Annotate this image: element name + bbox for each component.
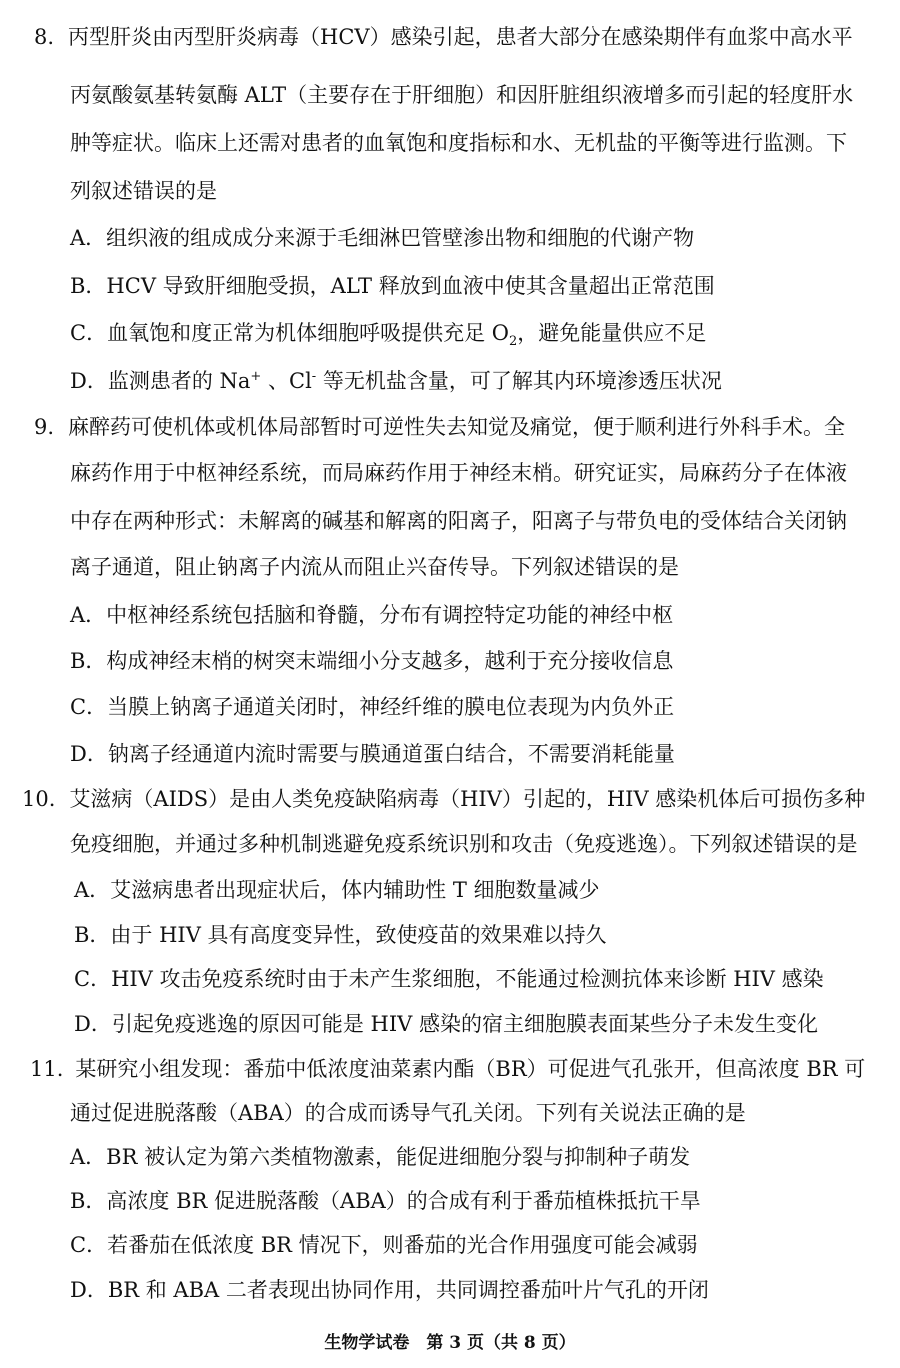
question-8-stem-3: 肿等症状。临床上还需对患者的血氧饱和度指标和水、无机盐的平衡等进行监测。下	[70, 131, 847, 155]
question-10-stem-1: 艾滋病（AIDS）是由人类免疫缺陷病毒（HIV）引起的，HIV 感染机体后可损伤多种	[69, 787, 866, 811]
question-9-stem-4: 离子通道，阻止钠离子内流从而阻止兴奋传导。下列叙述错误的是	[70, 555, 679, 579]
question-9-option-b: B．构成神经末梢的树突末端细小分支越多，越利于充分接收信息	[70, 649, 674, 673]
question-10-option-d: D．引起免疫逃逸的原因可能是 HIV 感染的宿主细胞膜表面某些分子未发生变化	[74, 1012, 818, 1036]
question-11-option-b: B．高浓度 BR 促进脱落酸（ABA）的合成有利于番茄植株抵抗干旱	[70, 1189, 701, 1213]
question-8-option-d	[70, 366, 722, 396]
question-11-option-d: D．BR 和 ABA 二者表现出协同作用，共同调控番茄叶片气孔的开闭	[70, 1278, 709, 1302]
question-8-option-d-mid: 、Cl	[261, 369, 312, 393]
question-11-option-a: A．BR 被认定为第六类植物激素，能促进细胞分裂与抑制种子萌发	[70, 1145, 691, 1169]
page-footer: 生物学试卷 第 3 页（共 8 页）	[324, 1333, 576, 1353]
question-9-stem-1: 麻醉药可使机体或机体局部暂时可逆性失去知觉及痛觉，便于顺利进行外科手术。全	[68, 415, 846, 439]
question-8-number: 8.	[34, 25, 55, 49]
question-8-option-c-text: C．血氧饱和度正常为机体细胞呼吸提供充足 O	[70, 321, 509, 345]
question-10-option-c: C．HIV 攻击免疫系统时由于未产生浆细胞，不能通过检测抗体来诊断 HIV 感染	[74, 967, 824, 991]
question-9-option-d: D．钠离子经通道内流时需要与膜通道蛋白结合，不需要消耗能量	[70, 742, 675, 766]
question-11-stem-1: 某研究小组发现：番茄中低浓度油菜素内酯（BR）可促进气孔张开，但高浓度 BR 可	[75, 1057, 866, 1081]
question-9-stem-3: 中存在两种形式：未解离的碱基和解离的阳离子，阳离子与带负电的受体结合关闭钠	[70, 509, 847, 533]
question-9-line-1	[34, 412, 845, 442]
question-10-number: 10.	[22, 787, 56, 811]
question-8-stem-2: 丙氨酸氨基转氨酶 ALT（主要存在于肝细胞）和因肝脏组织液增多而引起的轻度肝水	[70, 83, 854, 107]
question-11-option-c: C．若番茄在低浓度 BR 情况下，则番茄的光合作用强度可能会减弱	[70, 1233, 698, 1257]
question-11-line-1	[30, 1054, 865, 1084]
question-11-number: 11.	[30, 1057, 64, 1081]
question-9-option-a: A．中枢神经系统包括脑和脊髓，分布有调控特定功能的神经中枢	[70, 603, 674, 627]
question-9-stem-2: 麻药作用于中枢神经系统，而局麻药作用于神经末梢。研究证实，局麻药分子在体液	[70, 461, 847, 485]
question-8-option-d-text: D．监测患者的 Na	[70, 369, 251, 393]
question-8-stem-4: 列叙述错误的是	[70, 179, 217, 203]
oxygen-subscript: 2	[508, 334, 518, 350]
question-8-option-d-tail: 等无机盐含量，可了解其内环境渗透压状况	[316, 369, 722, 393]
question-8-option-c-tail: ，避免能量供应不足	[517, 321, 707, 345]
chloride-charge: -	[311, 369, 317, 384]
question-8-stem-1: 丙型肝炎由丙型肝炎病毒（HCV）感染引起，患者大部分在感染期伴有血浆中高水平	[68, 25, 853, 49]
question-9-number: 9.	[34, 415, 55, 439]
sodium-charge: +	[250, 369, 262, 384]
question-10-option-b: B．由于 HIV 具有高度变异性，致使疫苗的效果难以持久	[74, 923, 607, 947]
question-10-stem-2: 免疫细胞，并通过多种机制逃避免疫系统识别和攻击（免疫逃逸）。下列叙述错误的是	[70, 832, 858, 856]
question-11-stem-2: 通过促进脱落酸（ABA）的合成而诱导气孔关闭。下列有关说法正确的是	[70, 1101, 746, 1125]
question-9-option-c: C．当膜上钠离子通道关闭时，神经纤维的膜电位表现为内负外正	[70, 695, 675, 719]
question-8-option-b: B．HCV 导致肝细胞受损，ALT 释放到血液中使其含量超出正常范围	[70, 274, 715, 298]
question-10-line-1	[22, 784, 865, 814]
question-8-option-c	[70, 318, 706, 348]
question-10-option-a: A．艾滋病患者出现症状后，体内辅助性 T 细胞数量减少	[74, 878, 600, 902]
question-8-option-a: A．组织液的组成成分来源于毛细淋巴管壁渗出物和细胞的代谢产物	[70, 226, 695, 250]
question-8-line-1	[34, 22, 853, 52]
